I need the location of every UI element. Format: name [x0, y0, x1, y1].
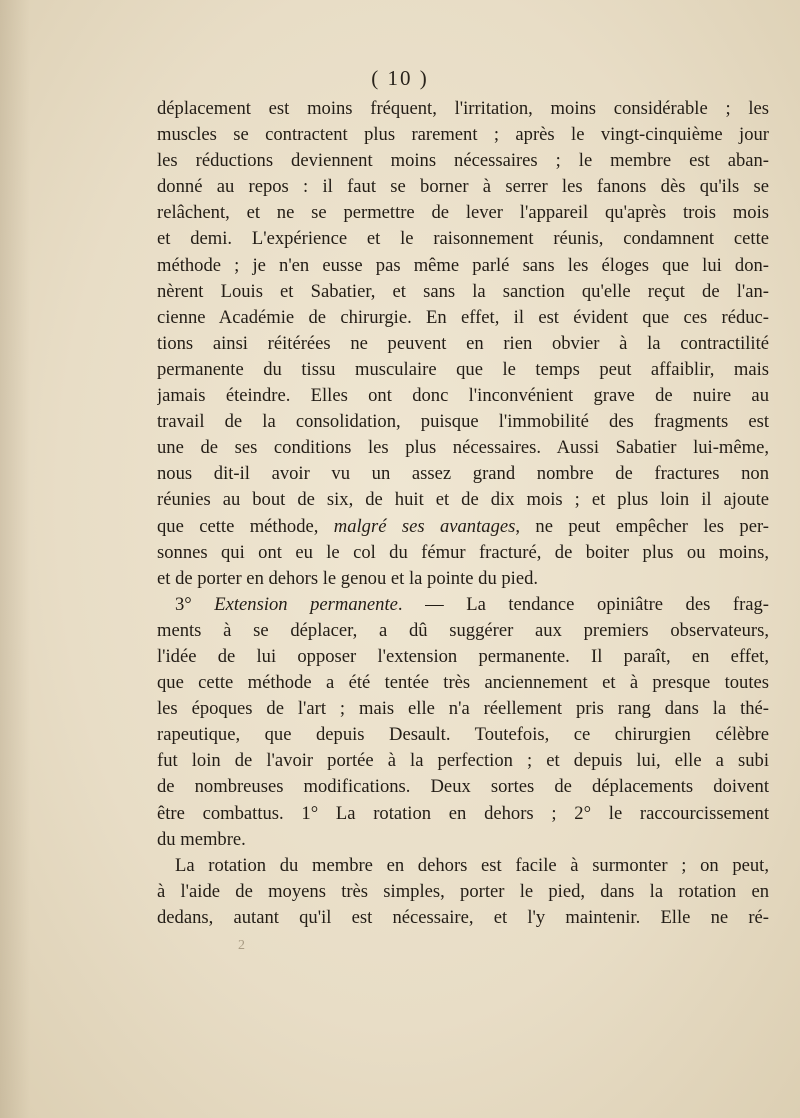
text-line: donné au repos : il faut se borner à serrer les fanons dès qu'ils se [157, 176, 769, 198]
text-line: tions ainsi réitérées ne peuvent en rien obvier à la contractilité [157, 332, 769, 354]
italic-phrase: Extension permanente [214, 593, 398, 615]
text-line: rapeutique, que depuis Desault. Toutefois, ce chirurgien célèbre [157, 724, 769, 746]
text-line: une de ses conditions les plus nécessaires. Aussi Sabatier lui-même, [157, 437, 769, 459]
text-line: jamais éteindre. Elles ont donc l'inconvénient grave de nuire au [157, 385, 769, 407]
text-line: que cette méthode a été tentée très anciennement et à presque toutes [157, 672, 769, 694]
text-line: à l'aide de moyens très simples, porter le pied, dans la rotation en [157, 880, 769, 902]
text-line: réunies au bout de six, de huit et de dix mois ; et plus loin il ajoute [157, 489, 769, 511]
text-line: muscles se contractent plus rarement ; après le vingt-cinquième jour [157, 124, 769, 146]
page-gutter-shadow [0, 0, 30, 1118]
text-line: dedans, autant qu'il est nécessaire, et l'y maintenir. Elle ne ré- [157, 906, 769, 928]
body-text [157, 96, 769, 931]
text-line: déplacement est moins fréquent, l'irritation, moins considérable ; les [157, 98, 769, 119]
italic-phrase: malgré ses avantages [333, 515, 516, 537]
page-number: ( 10 ) [371, 66, 429, 90]
text-line: relâchent, et ne se permettre de lever l'appareil qu'après trois mois [157, 202, 769, 224]
text-line: La rotation du membre en dehors est facile à surmonter ; on peut, [175, 854, 769, 876]
text-line: nous dit-il avoir vu un assez grand nombre de fractures non [157, 463, 769, 485]
text-line: fut loin de l'avoir portée à la perfection ; et depuis lui, elle a subi [157, 750, 769, 772]
text-line: ments à se déplacer, a dû suggérer aux premiers observateurs, [157, 619, 769, 641]
text-line: cienne Académie de chirurgie. En effet, il est évident que ces réduc- [157, 306, 769, 328]
text-line: permanente du tissu musculaire que le temps peut affaiblir, mais [157, 358, 769, 380]
text-line: les époques de l'art ; mais elle n'a réellement pris rang dans la thé- [157, 698, 769, 720]
text-line: méthode ; je n'en eusse pas même parlé sans les éloges que lui don- [157, 254, 769, 276]
text-line: et demi. L'expérience et le raisonnement réunis, condamnent cette [157, 228, 769, 250]
text-line: travail de la consolidation, puisque l'immobilité des fragments est [157, 411, 769, 433]
section-heading-line: 3° Extension permanente. — La tendance opiniâtre des frag- [175, 593, 769, 615]
text-line-with-italic: que cette méthode, malgré ses avantages, ne peut empêcher les per- [157, 515, 769, 537]
text-line: les réductions deviennent moins nécessaires ; le membre est aban- [157, 150, 769, 172]
text-line: l'idée de lui opposer l'extension permanente. Il paraît, en effet, [157, 645, 769, 667]
signature-mark: 2 [238, 938, 245, 953]
text-line: nèrent Louis et Sabatier, et sans la sanction qu'elle reçut de l'an- [157, 280, 769, 302]
text-line: du membre. [157, 828, 246, 850]
text-line: de nombreuses modifications. Deux sortes de déplacements doivent [157, 776, 769, 798]
text-line: sonnes qui ont eu le col du fémur fracturé, de boiter plus ou moins, [157, 541, 769, 563]
text-line: être combattus. 1° La rotation en dehors ; 2° le raccourcissement [157, 802, 769, 824]
text-line: et de porter en dehors le genou et la pointe du pied. [157, 567, 539, 589]
